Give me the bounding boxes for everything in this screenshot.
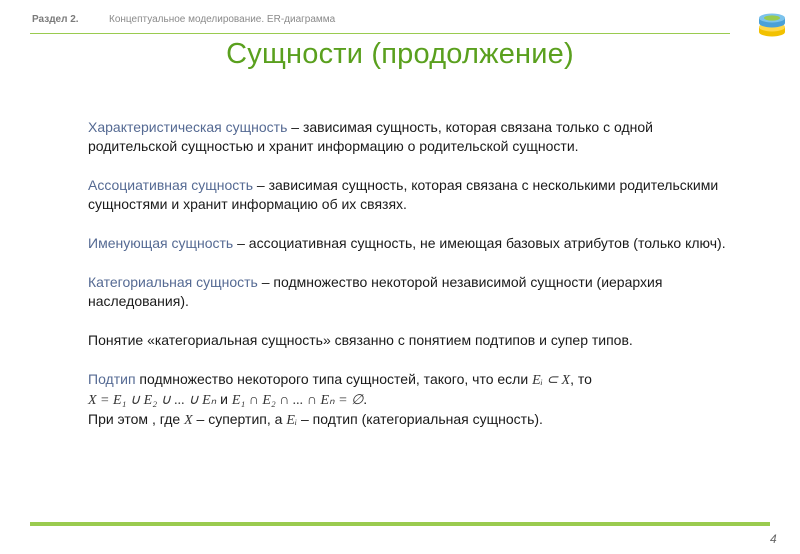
term-subtype: Подтип: [88, 371, 136, 387]
concept-note: Понятие «категориальная сущность» связанно с понятием подтипов и супер типов.: [88, 332, 633, 348]
definition-subtype: [88, 370, 728, 430]
and-word: и: [216, 391, 232, 407]
term-naming: Именующая сущность: [88, 235, 234, 251]
page-number: 4: [770, 532, 777, 546]
formula-line: [88, 390, 728, 410]
note-mid: – супертип, а: [192, 411, 287, 427]
section-label: Раздел 2.: [32, 14, 79, 25]
definition-categorical: [88, 273, 728, 311]
term-associative: Ассоциативная сущность: [88, 177, 253, 193]
footer-divider: [30, 522, 770, 526]
term-characteristic: Характеристическая сущность: [88, 119, 288, 135]
definition-characteristic: [88, 118, 728, 156]
slide-body: [88, 118, 728, 430]
database-logo-icon: [757, 10, 787, 38]
formula-intersection: E₁ ∩ E₂ ∩ ... ∩ Eₙ = ∅: [231, 393, 364, 408]
formula-condition: Eᵢ ⊂ X: [532, 373, 571, 388]
page-title: Сущности (продолжение): [226, 38, 574, 70]
term-categorical: Категориальная сущность: [88, 274, 258, 290]
definition-text: – подмножество некоторой независимой сущности (иерархия наследования).: [88, 274, 663, 309]
formula-union: X = E₁ ∪ E₂ ∪ ... ∪ Eₙ: [88, 393, 217, 408]
header-divider: [30, 33, 730, 34]
subtype-text: подмножество некоторого типа сущностей, такого, что если: [135, 371, 533, 387]
topic-label: Концептуальное моделирование. ER-диаграмма: [109, 14, 336, 25]
definition-text: – зависимая сущность, которая связана с несколькими родительскими сущностями и хранит информацию об их связях.: [88, 177, 719, 212]
formula-period: .: [363, 391, 368, 407]
supertype-note: [88, 410, 728, 430]
definition-associative: [88, 176, 728, 214]
definition-naming: [88, 234, 728, 253]
note-end: – подтип (категориальная сущность).: [297, 411, 543, 427]
symbol-x: X: [184, 413, 193, 428]
definition-text: – зависимая сущность, которая связана только с одной родительской сущностью и хранит информацию о родительской сущности.: [88, 119, 653, 154]
definition-text: – ассоциативная сущность, не имеющая базовых атрибутов (только ключ).: [233, 235, 726, 251]
subtype-text-end: , то: [570, 371, 592, 387]
symbol-ei: Eᵢ: [286, 413, 298, 428]
note-start: При этом , где: [88, 411, 185, 427]
